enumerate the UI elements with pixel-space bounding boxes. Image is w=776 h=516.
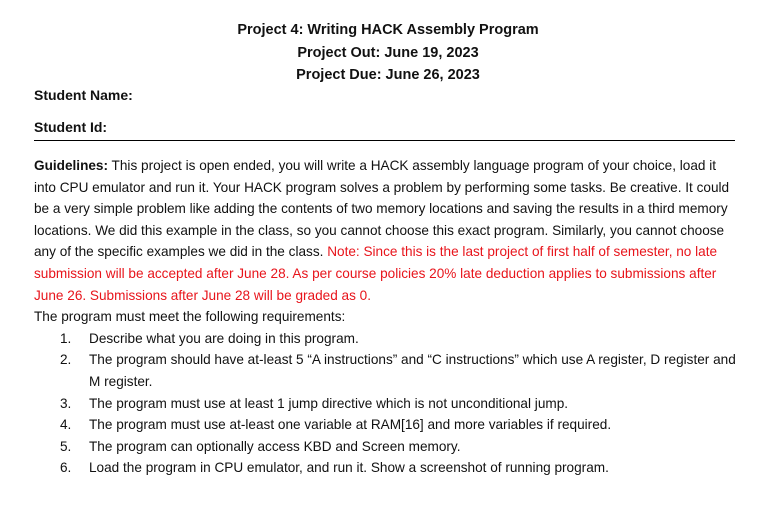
requirements-intro: The program must meet the following requirements: — [34, 309, 346, 325]
requirement-number: 1. — [60, 330, 72, 346]
requirement-item — [34, 414, 739, 436]
project-out-date: Project Out: June 19, 2023 — [297, 44, 479, 61]
document-title: Project 4: Writing HACK Assembly Program — [237, 22, 539, 38]
document-header — [0, 19, 776, 87]
requirement-text: The program should have at-least 5 “A instructions” and “C instructions” which use A register, D register and M register. — [89, 352, 736, 389]
requirement-text: The program can optionally access KBD and Screen memory. — [89, 438, 461, 454]
project-due-date: Project Due: June 26, 2023 — [296, 67, 480, 83]
requirement-text: Describe what you are doing in this program. — [89, 330, 359, 346]
guidelines-text: This project is open ended, you will write a HACK assembly language program of your choice, load it into CPU emulator and run it. Your HACK program solves a problem by performing some tasks. Be creative. It could be a very simple problem like adding the contents of two memory locations and saving the results in a third memory locations. We did this example in the class, so you cannot choose this exact program. Similarly, you cannot choose any of the specific examples we did in the class. — [34, 158, 730, 260]
requirement-item — [34, 457, 739, 479]
requirements-list — [34, 328, 739, 479]
student-id-label: Student Id: — [34, 119, 108, 135]
requirement-item — [34, 328, 739, 350]
document-body — [34, 155, 739, 479]
horizontal-divider — [34, 140, 735, 141]
requirement-item — [34, 393, 739, 415]
late-submission-note: Note: Since this is the last project of first half of semester, no late submission will be accepted after June 28. As per course policies 20% late deduction applies to submissions after June 26. Submissions after June 28 will be graded as 0. — [34, 244, 718, 303]
requirement-number: 4. — [60, 417, 72, 433]
student-name-label: Student Name: — [34, 87, 133, 103]
requirement-text: The program must use at least 1 jump directive which is not unconditional jump. — [89, 395, 569, 411]
requirement-text: The program must use at-least one variable at RAM[16] and more variables if required. — [89, 417, 612, 433]
requirement-item — [34, 349, 739, 392]
requirement-number: 2. — [60, 352, 72, 368]
requirement-text: Load the program in CPU emulator, and run it. Show a screenshot of running program. — [89, 460, 609, 476]
guidelines-paragraph — [34, 155, 739, 306]
requirement-number: 5. — [60, 438, 72, 454]
requirement-number: 3. — [60, 395, 72, 411]
guidelines-label: Guidelines: — [34, 158, 109, 173]
requirement-item — [34, 436, 739, 458]
requirement-number: 6. — [60, 460, 72, 476]
